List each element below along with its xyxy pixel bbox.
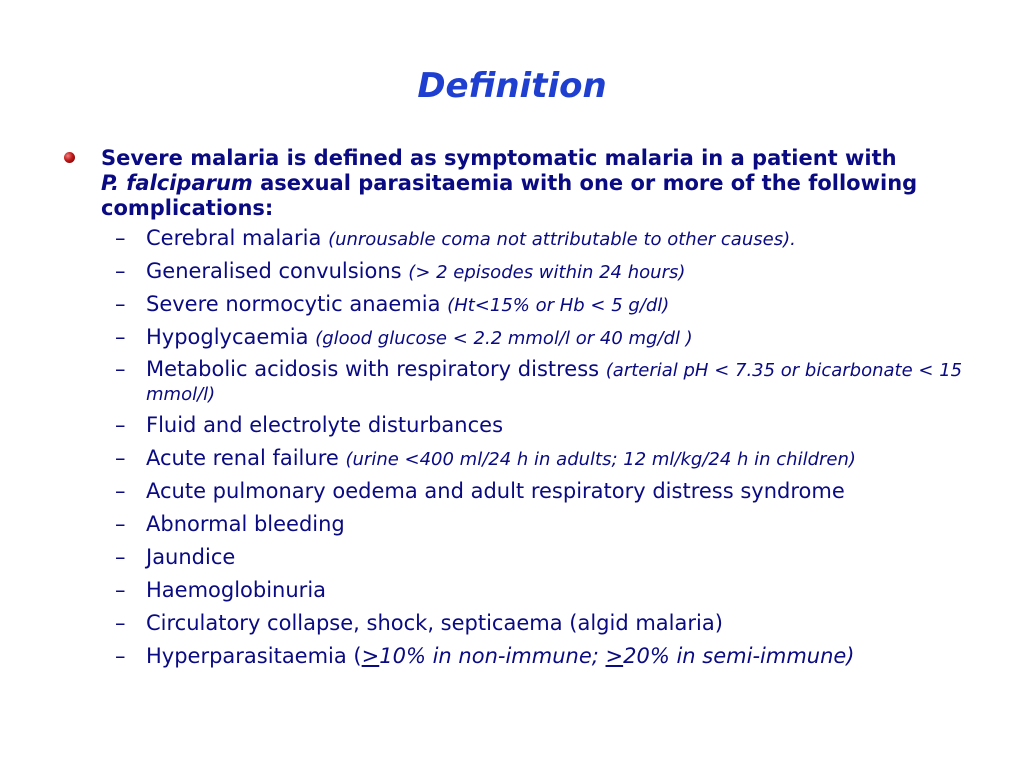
item-text: Generalised convulsions [146, 259, 409, 283]
item-text: Hypoglycaemia [146, 325, 316, 349]
slide-title: Definition [417, 66, 607, 106]
item-text: Severe normocytic anaemia [146, 292, 448, 316]
main-bullet-line1: Severe malaria is defined as symptomatic malaria in a patient with [101, 146, 897, 170]
list-item [115, 259, 995, 285]
list-item-hyperparasitaemia [115, 644, 995, 668]
list-item [115, 325, 995, 351]
list-item [115, 413, 995, 439]
item-text: Haemoglobinuria [146, 578, 327, 602]
dash-bullet: – [115, 611, 126, 635]
main-bullet-rest: asexual parasitaemia with one or more of the following complications: [101, 171, 918, 220]
item-note: (unrousable coma not attributable to other causes). [328, 229, 796, 250]
greater-equal-sign: > [361, 644, 380, 668]
item-note: (Ht<15% or Hb < 5 g/dl) [447, 295, 670, 316]
list-item [115, 446, 995, 472]
item-text: Acute pulmonary oedema and adult respiratory distress syndrome [146, 479, 845, 503]
item-text: Jaundice [146, 545, 236, 569]
dash-bullet: – [115, 259, 126, 283]
dash-bullet: – [115, 226, 126, 250]
list-item [115, 512, 995, 538]
species-name: P. falciparum [101, 171, 253, 195]
item-note: (urine <400 ml/24 h in adults; 12 ml/kg/24 h in children) [345, 449, 856, 470]
item-note: (glood glucose < 2.2 mmol/l or 40 mg/dl ) [315, 328, 693, 349]
list-item [115, 292, 995, 318]
item-text: Fluid and electrolyte disturbances [146, 413, 504, 437]
list-item [115, 578, 995, 604]
list-item [115, 611, 995, 637]
item-text: Circulatory collapse, shock, septicaema (algid malaria) [146, 611, 723, 635]
dash-bullet: – [115, 413, 126, 437]
dash-bullet: – [115, 545, 126, 569]
item-text: Abnormal bleeding [146, 512, 345, 536]
item-text: Cerebral malaria [146, 226, 329, 250]
dash-bullet: – [115, 578, 126, 602]
dash-bullet: – [115, 512, 126, 536]
greater-equal-sign: > [605, 644, 624, 668]
red-sphere-bullet-icon [64, 152, 75, 163]
item-text: Acute renal failure [146, 446, 346, 470]
complications-list [115, 226, 995, 675]
list-item [115, 226, 995, 252]
list-item [115, 479, 995, 505]
dash-bullet: – [115, 325, 126, 349]
dash-bullet: – [115, 292, 126, 316]
list-item [115, 358, 995, 406]
item-note-part2: 20% in semi-immune) [623, 644, 855, 668]
item-note: (arterial pH < 7.35 or bicarbonate < 15 mmol/l) [146, 360, 963, 405]
dash-bullet: – [115, 357, 126, 381]
main-bullet-text [101, 146, 964, 221]
item-note: (> 2 episodes within 24 hours) [408, 262, 686, 283]
list-item [115, 545, 995, 571]
dash-bullet: – [115, 479, 126, 503]
item-text: Metabolic acidosis with respiratory distress [146, 357, 606, 381]
item-text: Hyperparasitaemia ( [146, 644, 362, 668]
item-note-part1: 10% in non-immune; [379, 644, 606, 668]
dash-bullet: – [115, 644, 126, 668]
main-bullet [64, 146, 964, 221]
dash-bullet: – [115, 446, 126, 470]
